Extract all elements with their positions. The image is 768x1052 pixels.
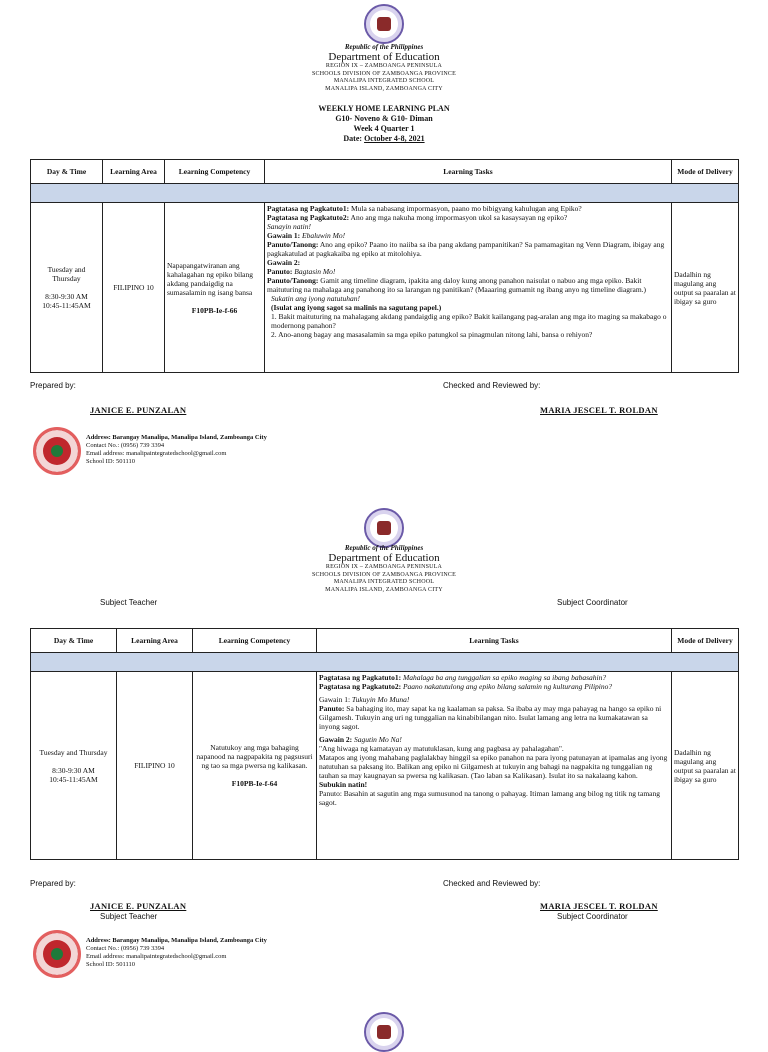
learning-area-cell: FILIPINO 10	[117, 672, 193, 860]
day-time-cell: Tuesday and Thursday 8:30-9:30 AM 10:45-11:45AM	[31, 203, 103, 373]
learning-tasks-cell: Pagtatasa ng Pagkatuto1: Mahalaga ba ang tunggalian sa epiko maging sa ibang babasahin? Pagtatasa ng Pagkatuto2: Paano nakatutulong ang epiko bilang salamin ng kulturang Pilipino? Gawain 1: Tukuyin Mo Muna! Panuto: Sa bahaging ito, may sapat ka ng kaalaman sa paksa. Sa ibaba ay may mga pahayag na hango sa epiko ni Gilgamesh. Tukuyin ang uri ng tunggalian na kinabibilangan nito. Isulat lamang ang letra na kumakatawan sa inyong sagot. Gawain 2: Sagutin Mo Na! "Ang hiwaga ng kamatayan ay matutuklasan, kung ang pagbasa ay pahalagahan". Matapos ang iyong mahabang paglalakbay hinggil sa epiko panahon na para iyong patunayan at ipamalas ang iyong natutuhan sa paksang ito. Balikan ang epiko ni Gilgamesh at tukuyin ang bahagi na nagpakita ng tunggalian ng tauhan sa may kaugnayan sa pwersa ng kalikasan. (Tao laban sa Kalikasan). Isulat ito sa nakalaang kahon. Subukin natin! Panuto: Basahin at sagutin ang mga sumusunod na tanong o pahayag. Itiman lamang ang bilog ng titik ng tamang sagot.	[317, 672, 672, 860]
coordinator-role: Subject Coordinator	[557, 598, 628, 607]
deped-seal-icon	[364, 508, 404, 548]
learning-plan-table-2	[30, 628, 739, 860]
header-learning-competency: Learning Competency	[193, 629, 317, 653]
table-band	[31, 184, 739, 203]
deped-seal-icon	[364, 1012, 404, 1052]
region-text: REGION IX – ZAMBOANGA PENINSULA	[325, 63, 443, 69]
header-learning-area: Learning Area	[117, 629, 193, 653]
header-mode-of-delivery: Mode of Delivery	[672, 629, 739, 653]
school-seal-icon	[33, 930, 81, 978]
plan-title: WEEKLY HOME LEARNING PLAN	[318, 104, 450, 113]
mode-of-delivery-cell: Dadalhin ng magulang ang output sa paaralan at ibigay sa guro	[672, 672, 739, 860]
deped-seal-icon	[364, 4, 404, 44]
coordinator-name: MARIA JESCEL T. ROLDAN	[540, 405, 658, 415]
footer-contact: Contact No.: (0956) 739 3394	[86, 442, 165, 449]
header-day-time: Day & Time	[31, 160, 103, 184]
school-seal-icon	[33, 427, 81, 475]
checked-by-label: Checked and Reviewed by:	[443, 381, 541, 390]
header-learning-tasks: Learning Tasks	[265, 160, 672, 184]
footer-address: Address: Barangay Manalipa, Manalipa Island, Zamboanga City	[86, 434, 267, 441]
letterhead-1	[0, 43, 768, 93]
division-text: SCHOOLS DIVISION OF ZAMBOANGA PROVINCE	[312, 70, 456, 77]
header-day-time: Day & Time	[31, 629, 117, 653]
coordinator-name: MARIA JESCEL T. ROLDAN	[540, 901, 658, 911]
plan-week: Week 4 Quarter 1	[353, 124, 415, 133]
letterhead-2: Republic of the Philippines Department of Education REGION IX – ZAMBOANGA PENINSULA SCHOOLS DIVISION OF ZAMBOANGA PROVINCE MANALIPA INTEGRATED SCHOOL MANALIPA ISLAND, ZAMBOANGA CITY	[312, 544, 456, 593]
header-learning-area: Learning Area	[103, 160, 165, 184]
table-row	[31, 203, 739, 373]
teacher-name: JANICE E. PUNZALAN	[90, 405, 187, 415]
plan-date: Date: October 4-8, 2021	[343, 134, 425, 143]
coordinator-role: Subject Coordinator	[557, 912, 628, 921]
republic-text: Republic of the Philippines	[344, 43, 424, 51]
table-band	[31, 653, 739, 672]
footer-school-id: School ID: 501110	[86, 458, 135, 465]
plan-sections: G10- Noveno & G10- Diman	[335, 114, 433, 123]
footer-email: Email address: manalipaintegratedschool@gmail.com	[86, 450, 227, 457]
header-mode-of-delivery: Mode of Delivery	[672, 160, 739, 184]
prepared-by-label: Prepared by:	[30, 381, 76, 390]
location-text: MANALIPA ISLAND, ZAMBOANGA CITY	[325, 85, 443, 92]
prepared-by-label: Prepared by:	[30, 879, 76, 888]
teacher-name: JANICE E. PUNZALAN	[90, 901, 187, 911]
mode-of-delivery-cell: Dadalhin ng magulang ang output sa paaralan at ibigay sa guro	[672, 203, 739, 373]
teacher-role: Subject Teacher	[100, 912, 158, 921]
department-text: Department of Education	[328, 51, 440, 63]
teacher-role: Subject Teacher	[100, 598, 158, 607]
footer-contact-1	[86, 434, 267, 466]
competency-cell: Natutukoy ang mga bahaging napanood na nagpapakita ng pagsusuri ng tao sa mga pwersa ng kalikasan. F10PB-Ie-f-64	[193, 672, 317, 860]
plan-title-block	[0, 104, 768, 144]
competency-code: F10PB-Ie-f-66	[191, 305, 238, 315]
competency-code: F10PB-Ie-f-64	[231, 779, 278, 788]
learning-area-cell: FILIPINO 10	[103, 203, 165, 373]
day-time-cell: Tuesday and Thursday 8:30-9:30 AM 10:45-11:45AM	[31, 672, 117, 860]
competency-cell: Napapangatwiranan ang kahalagahan ng epiko bilang akdang pandaigdig na sumasalamin ng isang bansa F10PB-Ie-f-66	[165, 203, 265, 373]
header-learning-competency: Learning Competency	[165, 160, 265, 184]
table-row	[31, 672, 739, 860]
school-text: MANALIPA INTEGRATED SCHOOL	[333, 78, 435, 84]
checked-by-label: Checked and Reviewed by:	[443, 879, 541, 888]
learning-tasks-cell: Pagtatasa ng Pagkatuto1: Mula sa nabasang impormasyon, paano mo bibigyang kahulugan ang Epiko? Pagtatasa ng Pagkatuto2: Ano ang mga nakuha mong impormasyon ukol sa kasaysayan ng epiko? Sanayin natin! Gawain 1: Ebaluwin Mo! Panuto/Tanong: Ano ang epiko? Paano ito naiiba sa iba pang akdang pampanitikan? Sa pamamagitan ng Venn Diagram, ibigay ang pagkakatulad at pagkakaiba ng epiko at mitolohiya. Gawain 2: Panuto: Bagtasin Mo! Panuto/Tanong: Gamit ang timeline diagram, ipakita ang daloy kung anong panahon naisulat o nabuo ang mga epiko. Bakit maituturing na mahalaga ang panahong ito sa larangan ng panitikan? (Maaaring gumamit ng ibang anyo ng timeline diagram.) Sukatin ang iyong natutuhan! (Isulat ang iyong sagot sa malinis na sagutang papel.) 1. Bakit maituturing na mahalagang akdang pandaigdig ang epiko? Bakit kailangang pag-aralan ang mga ito maging sa makabago o modernong panahon? 2. Ano-anong bagay ang masasalamin sa mga epiko patungkol sa pinagmulan nitong lahi, bansa o rehiyon?	[265, 203, 672, 373]
header-learning-tasks: Learning Tasks	[317, 629, 672, 653]
learning-plan-table-1	[30, 159, 739, 373]
footer-contact-2: Address: Barangay Manalipa, Manalipa Island, Zamboanga City Contact No.: (0956) 739 3394 Email address: manalipaintegratedschool@gmail.com School ID: 501110	[86, 937, 267, 968]
